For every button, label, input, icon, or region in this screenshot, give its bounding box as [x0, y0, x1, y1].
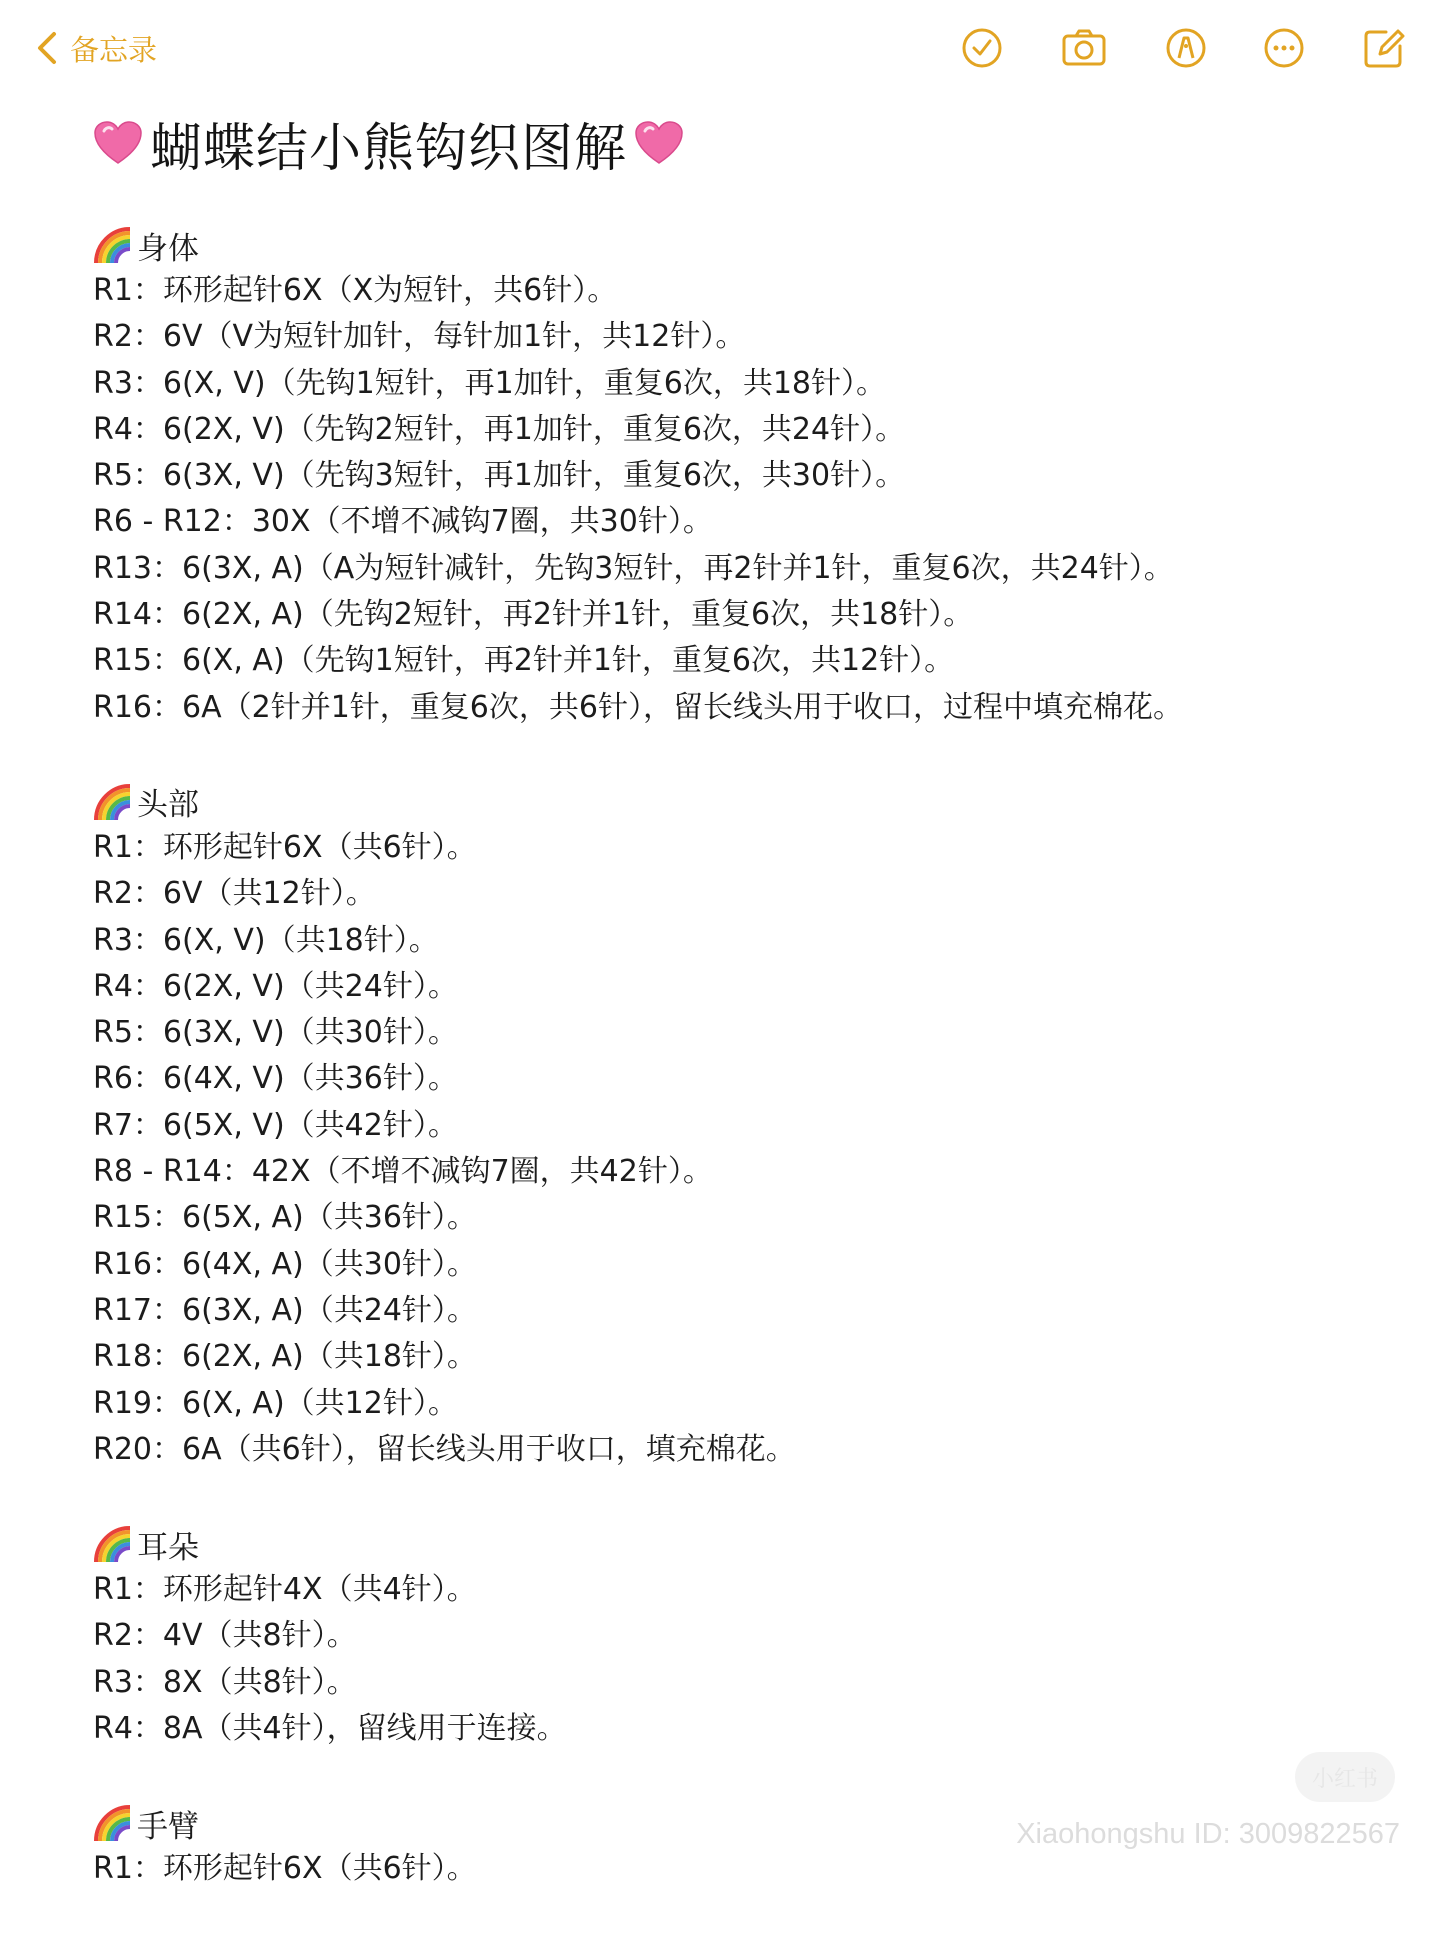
pattern-row: R1：环形起针6X（共6针）。: [93, 829, 477, 865]
pattern-row: R15：6(5X, A)（共36针）。: [93, 1200, 477, 1236]
section-head: [93, 779, 1393, 1473]
rainbow-icon: [93, 782, 135, 822]
section-title: 耳朵: [137, 1529, 199, 1566]
section-title: 手臂: [137, 1808, 199, 1845]
section-title: 头部: [137, 787, 199, 824]
pattern-row: R3：8X（共8针）。: [93, 1664, 357, 1700]
compose-icon: [1360, 24, 1408, 72]
pattern-row: R2：4V（共8针）。: [93, 1618, 357, 1654]
pattern-row: R3：6(X, V)（共18针）。: [93, 922, 439, 958]
note-title: [92, 108, 685, 178]
note-body[interactable]: [93, 222, 1393, 1941]
pattern-row: R15：6(X, A)（先钩1短针，再2针并1针，重复6次，共12针）。: [93, 643, 955, 679]
more-button[interactable]: [1260, 24, 1308, 72]
pattern-row: R20：6A（共6针），留长线头用于收口，填充棉花。: [93, 1431, 796, 1467]
pattern-row: R13：6(3X, A)（A为短针减针，先钩3短针，再2针并1针，重复6次，共24针）。: [93, 550, 1174, 586]
watermark-text: Xiaohongshu ID: 3009822567: [1016, 1818, 1400, 1850]
camera-icon: [1060, 24, 1108, 72]
rainbow-icon: [93, 1803, 135, 1843]
section-body: [93, 222, 1393, 731]
pattern-row: R7：6(5X, V)（共42针）。: [93, 1107, 458, 1143]
back-button[interactable]: [34, 28, 157, 68]
note-title-text: 蝴蝶结小熊钩织图解: [150, 118, 628, 179]
heart-icon: [92, 119, 144, 167]
markup-button[interactable]: [1162, 24, 1210, 72]
pattern-row: R17：6(3X, A)（共24针）。: [93, 1292, 477, 1328]
checklist-icon: [958, 24, 1006, 72]
section-title: 身体: [137, 230, 199, 267]
camera-button[interactable]: [1060, 24, 1108, 72]
back-label: 备忘录: [70, 32, 158, 67]
markup-pen-icon: [1162, 24, 1210, 72]
pattern-row: R4：8A（共4针），留线用于连接。: [93, 1711, 567, 1747]
pattern-row: R2：6V（共12针）。: [93, 876, 376, 912]
pattern-row: R19：6(X, A)（共12针）。: [93, 1385, 458, 1421]
compose-button[interactable]: [1360, 24, 1408, 72]
pattern-row: R5：6(3X, V)（共30针）。: [93, 1015, 458, 1051]
pattern-row: R16：6A（2针并1针，重复6次，共6针），留长线头用于收口，过程中填充棉花。: [93, 689, 1183, 725]
heart-icon: [633, 119, 685, 167]
pattern-row: R1：环形起针6X（X为短针，共6针）。: [93, 273, 618, 308]
more-icon: [1260, 24, 1308, 72]
chevron-left-icon: [34, 31, 60, 65]
pattern-row: R2：6V（V为短针加针，每针加1针，共12针）。: [93, 319, 746, 355]
pattern-row: R6：6(4X, V)（共36针）。: [93, 1061, 458, 1097]
pattern-row: R5：6(3X, V)（先钩3短针，再1加针，重复6次，共30针）。: [93, 458, 906, 494]
pattern-row: R14：6(2X, A)（先钩2短针，再2针并1针，重复6次，共18针）。: [93, 597, 974, 633]
pattern-row: R8 - R14：42X（不增不减钩7圈，共42针）。: [93, 1154, 713, 1190]
pattern-row: R6 - R12：30X（不增不减钩7圈，共30针）。: [93, 504, 713, 540]
section-header: [93, 222, 1393, 268]
pattern-row: R1：环形起针4X（共4针）。: [93, 1572, 477, 1608]
section-header: [93, 1521, 1393, 1567]
pattern-row: R3：6(X, V)（先钩1短针，再1加针，重复6次，共18针）。: [93, 365, 887, 401]
pattern-row: R1：环形起针6X（共6针）。: [93, 1851, 477, 1887]
checklist-button[interactable]: [958, 24, 1006, 72]
pattern-row: R18：6(2X, A)（共18针）。: [93, 1339, 477, 1375]
section-ears: [93, 1521, 1393, 1752]
rainbow-icon: [93, 1524, 135, 1564]
pattern-row: R16：6(4X, A)（共30针）。: [93, 1246, 477, 1282]
pattern-row: R4：6(2X, V)（共24针）。: [93, 968, 458, 1004]
toolbar: [0, 0, 1440, 100]
rainbow-icon: [93, 225, 135, 265]
watermark-logo: 小红书: [1295, 1752, 1395, 1802]
pattern-row: R4：6(2X, V)（先钩2短针，再1加针，重复6次，共24针）。: [93, 411, 906, 447]
section-header: [93, 779, 1393, 825]
